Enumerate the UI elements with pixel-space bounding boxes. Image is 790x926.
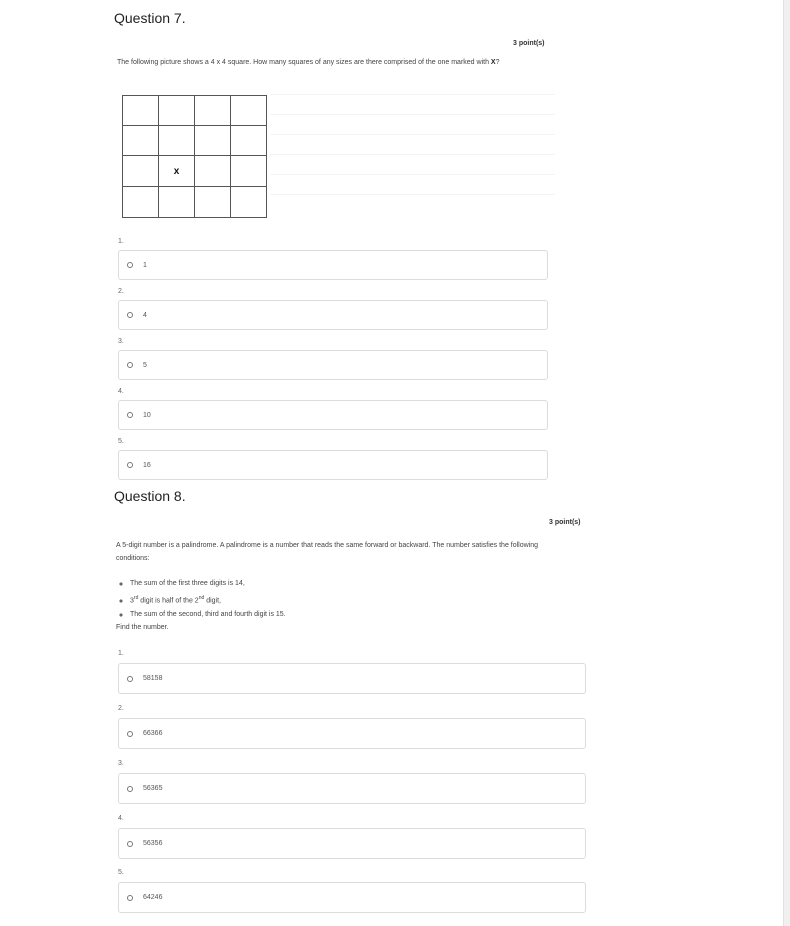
- q8-option-4[interactable]: [118, 828, 586, 859]
- radio-button-icon[interactable]: [127, 262, 133, 268]
- option-number: 5.: [118, 438, 124, 445]
- option-number: 4.: [118, 815, 124, 822]
- q7-option-1[interactable]: [118, 250, 548, 280]
- option-label: 64246: [143, 894, 163, 901]
- prompt-end: ?: [495, 59, 500, 66]
- radio-button-icon[interactable]: [127, 786, 133, 792]
- option-label: 56356: [143, 840, 163, 847]
- option-number: 4.: [118, 388, 124, 395]
- question-8-title: Question 8.: [114, 488, 186, 504]
- radio-button-icon[interactable]: [127, 731, 133, 737]
- q7-option-3[interactable]: [118, 350, 548, 380]
- option-label: 5: [143, 361, 147, 369]
- option-number: 3.: [118, 338, 124, 345]
- option-number: 1.: [118, 650, 124, 657]
- option-label: 56365: [143, 785, 163, 792]
- question-8-closing: Find the number.: [116, 624, 169, 631]
- option-label: 16: [143, 461, 151, 469]
- option-number: 2.: [118, 288, 124, 295]
- radio-button-icon[interactable]: [127, 362, 133, 368]
- q8-option-2[interactable]: [118, 718, 586, 749]
- q7-option-2[interactable]: [118, 300, 548, 330]
- option-number: 2.: [118, 705, 124, 712]
- condition-item: ◦ The sum of the second, third and fourth digit is 15.: [130, 608, 570, 622]
- marked-cell: x: [159, 156, 195, 187]
- radio-button-icon[interactable]: [127, 895, 133, 901]
- option-number: 5.: [118, 869, 124, 876]
- option-label: 4: [143, 311, 147, 319]
- option-number: 1.: [118, 238, 124, 245]
- prompt-text: The following picture shows a 4 x 4 square. How many squares of any sizes are there comprised of the one marked with: [117, 59, 489, 66]
- radio-button-icon[interactable]: [127, 841, 133, 847]
- vertical-scrollbar[interactable]: [783, 0, 790, 926]
- prompt-marker: X: [490, 59, 496, 66]
- option-label: 10: [143, 411, 151, 419]
- option-label: 66366: [143, 730, 163, 737]
- q8-option-1[interactable]: [118, 663, 586, 694]
- option-label: 58158: [143, 675, 163, 682]
- faint-background-lines: [270, 94, 555, 214]
- radio-button-icon[interactable]: [127, 462, 133, 468]
- question-8-points: 3 point(s): [549, 519, 581, 526]
- four-by-four-grid: [122, 95, 267, 218]
- radio-button-icon[interactable]: [127, 676, 133, 682]
- q7-option-5[interactable]: [118, 450, 548, 480]
- conditions-list: [116, 577, 570, 622]
- condition-item: ◦ The sum of the first three digits is 14,: [130, 577, 570, 591]
- question-7-title: Question 7.: [114, 10, 186, 26]
- q8-option-3[interactable]: [118, 773, 586, 804]
- condition-item: ◦ 3rd digit is half of the 2nd digit,: [130, 591, 570, 608]
- radio-button-icon[interactable]: [127, 412, 133, 418]
- question-7-points: 3 point(s): [513, 40, 545, 47]
- q7-option-4[interactable]: [118, 400, 548, 430]
- q8-option-5[interactable]: [118, 882, 586, 913]
- radio-button-icon[interactable]: [127, 312, 133, 318]
- option-label: 1: [143, 261, 147, 269]
- question-8-prompt: A 5-digit number is a palindrome. A palindrome is a number that reads the same forward or backward. The number satisfies the following conditions:: [116, 542, 539, 562]
- option-number: 3.: [118, 760, 124, 767]
- question-7-prompt: [117, 57, 557, 69]
